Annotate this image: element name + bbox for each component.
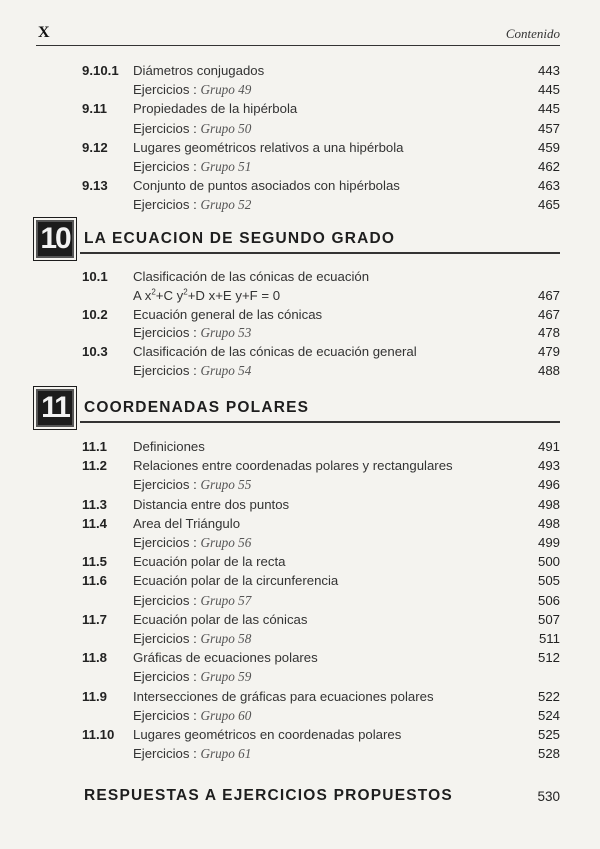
toc-entry [0,343,600,361]
entry-title: Area del Triángulo [133,515,241,531]
toc-entry [0,287,600,305]
exercise-label: Ejercicios : [133,707,197,723]
toc-entry [0,268,600,286]
page-number: 491 [537,439,560,454]
exercise-entry [0,630,600,648]
section-number: 11.9 [82,688,107,704]
entry-title: Lugares geométricos en coordenadas polares [133,727,402,742]
answers-page: 530 [537,789,560,804]
exercise-entry [0,534,600,552]
exponent: 2 [183,287,188,297]
page-number: 479 [537,344,560,360]
toc-entry [0,306,600,324]
page-number: 493 [537,458,560,474]
page-letter: X [38,24,50,41]
chapter-11-rule [80,421,560,423]
equation-part: A x [133,287,152,303]
toc-entry [0,515,600,533]
page-number: 505 [537,573,560,589]
page-number: 524 [537,707,560,723]
toc-entry [0,553,600,571]
entry-title: Lugares geométricos relativos a una hipérbola [133,139,404,155]
exponent: 2 [151,287,156,297]
page-number: 506 [537,592,560,608]
exercise-label: Ejercicios : [133,82,197,98]
page-number: 445 [537,82,560,98]
conic-equation [133,287,280,305]
entry-text [133,324,251,342]
exercise-entry [0,324,600,342]
toc-entry [0,611,600,629]
chapter-10-title: LA ECUACION DE SEGUNDO GRADO [84,230,396,247]
chapter-10-rule [80,252,560,254]
exercise-label: Ejercicios : [133,592,197,608]
section-number: 10.1 [82,269,108,284]
entry-title: Propiedades de la hipérbola [133,101,298,117]
running-head: Contenido [505,26,560,41]
toc-entry [0,649,600,667]
entry-text [133,120,251,138]
entry-text [133,81,251,99]
exercise-group: Grupo 61 [200,746,252,762]
page-number: 498 [537,515,560,531]
exercise-label: Ejercicios : [133,363,197,378]
page-number: 465 [537,197,560,213]
entry-title: Clasificación de las cónicas de ecuación general [133,344,417,360]
toc-entry [0,62,600,80]
exercise-group: Grupo 55 [200,477,252,493]
exercise-label: Ejercicios : [133,746,197,762]
section-number: 11.8 [82,650,107,666]
page-number: 498 [537,496,560,512]
page-number: 488 [537,363,560,378]
answers-title: RESPUESTAS A EJERCICIOS PROPUESTOS [84,787,453,804]
page-number: 507 [537,611,560,627]
toc-entry [0,457,600,475]
page-number: 525 [537,727,560,742]
section-number: 9.13 [82,178,108,194]
entry-text [133,668,251,686]
section-number: 9.11 [82,101,107,117]
exercise-entry [0,120,600,138]
section-number: 9.12 [82,139,108,155]
page-number: 463 [537,178,560,194]
exercise-label: Ejercicios : [133,325,197,341]
header-rule [36,45,560,46]
exercise-group: Grupo 57 [200,592,252,608]
exercise-entry [0,196,600,214]
section-number: 11.6 [82,573,107,589]
entry-title: Intersecciones de gráficas para ecuaciones polares [133,688,434,704]
exercise-group: Grupo 49 [200,82,252,98]
entry-title: Diámetros conjugados [133,63,265,78]
section-number: 11.10 [82,727,115,742]
exercise-label: Ejercicios : [133,159,197,174]
page-number: 457 [537,120,560,136]
entry-title: Distancia entre dos puntos [133,496,290,512]
exercise-label: Ejercicios : [133,197,197,213]
chapter-11-number-box: 11 [36,389,74,427]
page-number: 496 [537,477,560,493]
page-number: 528 [537,746,560,762]
exercise-label: Ejercicios : [133,120,197,136]
section-number: 11.2 [82,458,107,474]
page-number: 459 [537,139,560,155]
entry-title: Ecuación polar de las cónicas [133,611,308,627]
entry-title: Ecuación polar de la recta [133,554,286,570]
toc-entry [0,177,600,195]
equation-part: +D x+E y+F = 0 [187,287,281,303]
exercise-group: Grupo 54 [200,363,252,378]
exercise-entry [0,81,600,99]
exercise-group: Grupo 52 [200,197,252,213]
page-number: 511 [538,631,560,646]
section-number: 11.4 [82,515,107,531]
toc-entry [0,688,600,706]
chapter-10-number-box: 10 [36,220,74,258]
entry-title: Conjunto de puntos asociados con hipérbolas [133,178,400,194]
exercise-entry [0,707,600,725]
exercise-label: Ejercicios : [133,535,197,550]
equation-part: +C y [155,287,184,303]
page-number: 512 [537,650,560,666]
toc-entry [0,438,600,456]
page-number: 467 [537,306,560,322]
section-number: 10.2 [82,306,108,322]
entry-title: Definiciones [133,439,205,454]
exercise-entry [0,158,600,176]
page-number: 478 [537,325,560,341]
section-number: 11.3 [82,496,107,512]
exercise-group: Grupo 58 [200,631,252,646]
entry-title: Clasificación de las cónicas de ecuación [133,269,370,284]
entry-title: Ecuación general de las cónicas [133,306,323,322]
entry-text [133,196,251,214]
entry-text [133,476,251,494]
toc-entry [0,572,600,590]
exercise-group: Grupo 56 [200,535,252,550]
chapter-11-title: COORDENADAS POLARES [84,399,310,416]
page-number: 467 [537,287,560,303]
entry-title: Ecuación polar de la circunferencia [133,573,339,589]
page-number: 462 [537,159,560,174]
entry-text [133,630,251,648]
page-number: 500 [537,554,560,570]
toc-entry [0,496,600,514]
exercise-group: Grupo 60 [200,707,252,723]
exercise-group: Grupo 50 [200,120,252,136]
section-number: 9.10.1 [82,63,119,78]
toc-entry [0,100,600,118]
entry-text [133,534,251,552]
entry-text [133,362,251,380]
section-number: 11.1 [82,439,107,454]
toc-entry [0,139,600,157]
entry-title: Gráficas de ecuaciones polares [133,650,318,666]
entry-title: Relaciones entre coordenadas polares y rectangulares [133,458,453,474]
entry-text [133,707,251,725]
section-number: 11.5 [82,554,107,570]
exercise-group: Grupo 51 [200,159,252,174]
exercise-entry [0,362,600,380]
toc-entry [0,726,600,744]
entry-text [133,158,251,176]
exercise-label: Ejercicios : [133,631,197,646]
exercise-group: Grupo 53 [200,325,252,341]
entry-text [133,745,251,763]
section-number: 10.3 [82,344,108,360]
exercise-group: Grupo 59 [200,669,252,685]
exercise-label: Ejercicios : [133,669,197,685]
page-number: 443 [537,63,560,78]
page-number: 522 [537,688,560,704]
page-number: 499 [537,535,560,550]
page-number: 445 [537,101,560,117]
exercise-entry [0,745,600,763]
section-number: 11.7 [82,611,107,627]
exercise-entry [0,476,600,494]
exercise-entry [0,668,600,686]
exercise-label: Ejercicios : [133,477,197,493]
exercise-entry [0,592,600,610]
entry-text [133,592,251,610]
